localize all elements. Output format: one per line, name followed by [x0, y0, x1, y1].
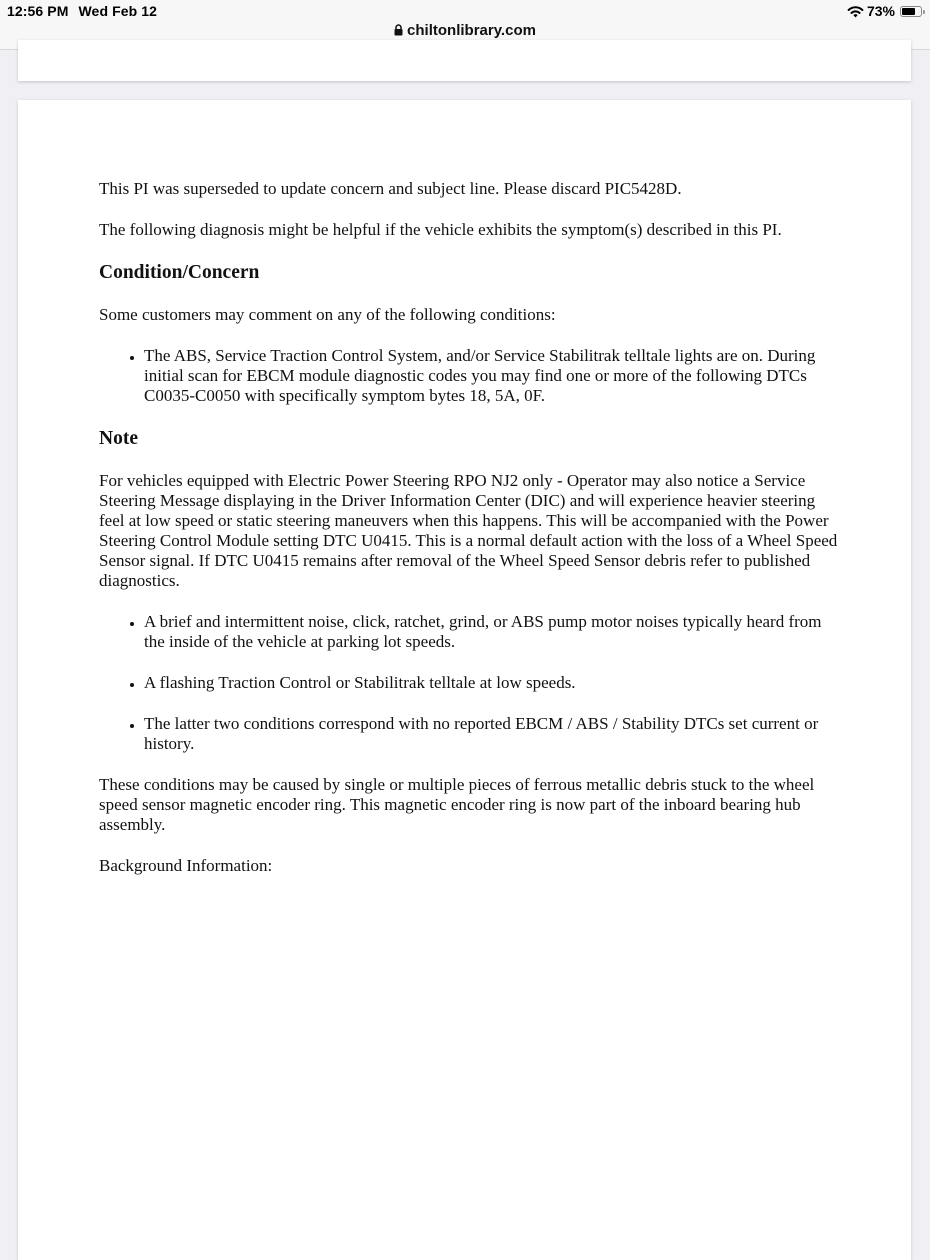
url-text: chiltonlibrary.com	[407, 22, 536, 39]
status-clock	[7, 3, 157, 19]
status-time: 12:56 PM	[7, 3, 69, 19]
previous-page-card	[18, 40, 911, 81]
battery-icon	[900, 6, 922, 17]
battery-tip	[923, 10, 925, 14]
wifi-icon	[847, 5, 864, 18]
cause-text: These conditions may be caused by single or multiple pieces of ferrous metallic debris stuck to the wheel speed sensor magnetic encoder ring. This magnetic encoder ring is now part of the inboard bearing hub assembly.	[99, 775, 815, 834]
symptom-list	[99, 612, 839, 754]
note-heading: Note	[99, 428, 138, 449]
symptom-item: • The latter two conditions correspond with no reported EBCM / ABS / Stability DTCs set current or history.	[144, 714, 839, 754]
note-text: For vehicles equipped with Electric Power Steering RPO NJ2 only - Operator may also notice a Service Steering Message displaying in the Driver Information Center (DIC) and will experience heavier steering feel at low speed or static steering maneuvers when this happens. This will be accompanied with the Power Steering Control Module setting DTC U0415. This is a normal default action with the loss of a Wheel Speed Sensor signal. If DTC U0415 remains after removal of the Wheel Speed Sensor debris refer to published diagnostics.	[99, 471, 838, 590]
condition-lead: Some customers may comment on any of the following conditions:	[99, 305, 556, 324]
supersede-notice: This PI was superseded to update concern and subject line. Please discard PIC5428D.	[99, 179, 682, 198]
battery-percent: 73%	[866, 3, 895, 19]
lock-icon	[394, 24, 403, 36]
status-indicators	[847, 3, 922, 19]
background-label: Background Information:	[99, 856, 273, 875]
symptom-item: • A flashing Traction Control or Stabilitrak telltale at low speeds.	[144, 673, 839, 693]
condition-heading: Condition/Concern	[99, 262, 260, 283]
condition-item: • The ABS, Service Traction Control System, and/or Service Stabilitrak telltale lights are on. During initial scan for EBCM module diagnostic codes you may find one or more of the following DTCs C0035-C0050 with specifically symptom bytes 18, 5A, 0F.	[144, 346, 839, 406]
document-page	[18, 100, 911, 1260]
address-bar[interactable]	[0, 22, 930, 39]
symptom-item: • A brief and intermittent noise, click, ratchet, grind, or ABS pump motor noises typically heard from the inside of the vehicle at parking lot speeds.	[144, 612, 839, 652]
document-body	[99, 179, 839, 897]
battery-level-fill	[902, 8, 915, 15]
diagnosis-intro: The following diagnosis might be helpful if the vehicle exhibits the symptom(s) described in this PI.	[99, 220, 782, 239]
status-date: Wed Feb 12	[78, 3, 158, 19]
condition-list	[99, 346, 839, 406]
